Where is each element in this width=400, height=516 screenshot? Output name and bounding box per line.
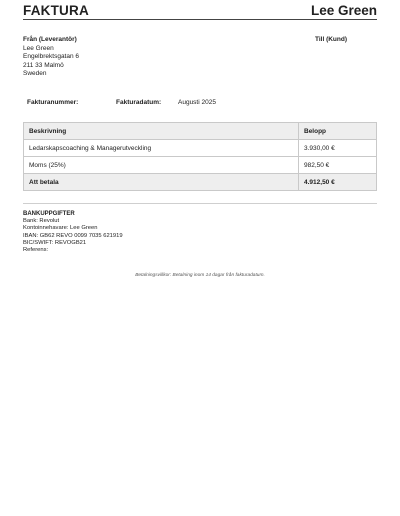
supplier-line: 211 33 Malmö [23, 61, 64, 69]
invoice-number-label: Fakturanummer: [27, 99, 79, 106]
bank-line: BIC/SWIFT: REVOGB21 [23, 239, 87, 246]
issuer-name: Lee Green [310, 3, 377, 18]
total-label: Att betala [24, 174, 299, 191]
invoice-date-label: Fakturadatum: [116, 99, 162, 106]
line-item-amount: 3.930,00 € [299, 140, 377, 157]
bank-line: Referens: [23, 247, 49, 254]
bank-line: Bank: Revolut [23, 218, 60, 225]
supplier-line: Lee Green [23, 44, 54, 52]
bank-line: IBAN: GB62 REVO 0099 7035 621919 [23, 232, 123, 239]
total-row [24, 174, 377, 191]
line-items-table [23, 122, 377, 191]
invoice-date-value: Augusti 2025 [178, 99, 216, 106]
column-header-amount: Belopp [299, 123, 377, 140]
invoice-header [23, 2, 377, 20]
payment-terms: Betalningsvillkor: Betalning inom 14 dagar från fakturadatum. [135, 273, 265, 278]
bank-line: Kontoinnehavare: Lee Green [23, 225, 98, 232]
customer-heading: Till (Kund) [315, 36, 348, 43]
section-divider [23, 203, 377, 204]
supplier-heading: Från (Leverantör) [23, 36, 77, 43]
table-row [24, 157, 377, 174]
bank-details [23, 211, 123, 254]
bank-heading: BANKUPPGIFTER [23, 211, 75, 217]
supplier-line: Sweden [23, 70, 47, 77]
line-item-description: Ledarskapscoaching & Managerutveckling [24, 140, 299, 157]
supplier-line: Engelbrektsgatan 6 [23, 53, 80, 60]
total-amount: 4.912,50 € [299, 174, 377, 191]
table-header-row [24, 123, 377, 140]
supplier-block [23, 36, 79, 79]
invoice-title: FAKTURA [23, 3, 89, 18]
line-item-description: Moms (25%) [24, 157, 299, 174]
column-header-description: Beskrivning [24, 123, 299, 140]
line-item-amount: 982,50 € [299, 157, 377, 174]
table-row [24, 140, 377, 157]
